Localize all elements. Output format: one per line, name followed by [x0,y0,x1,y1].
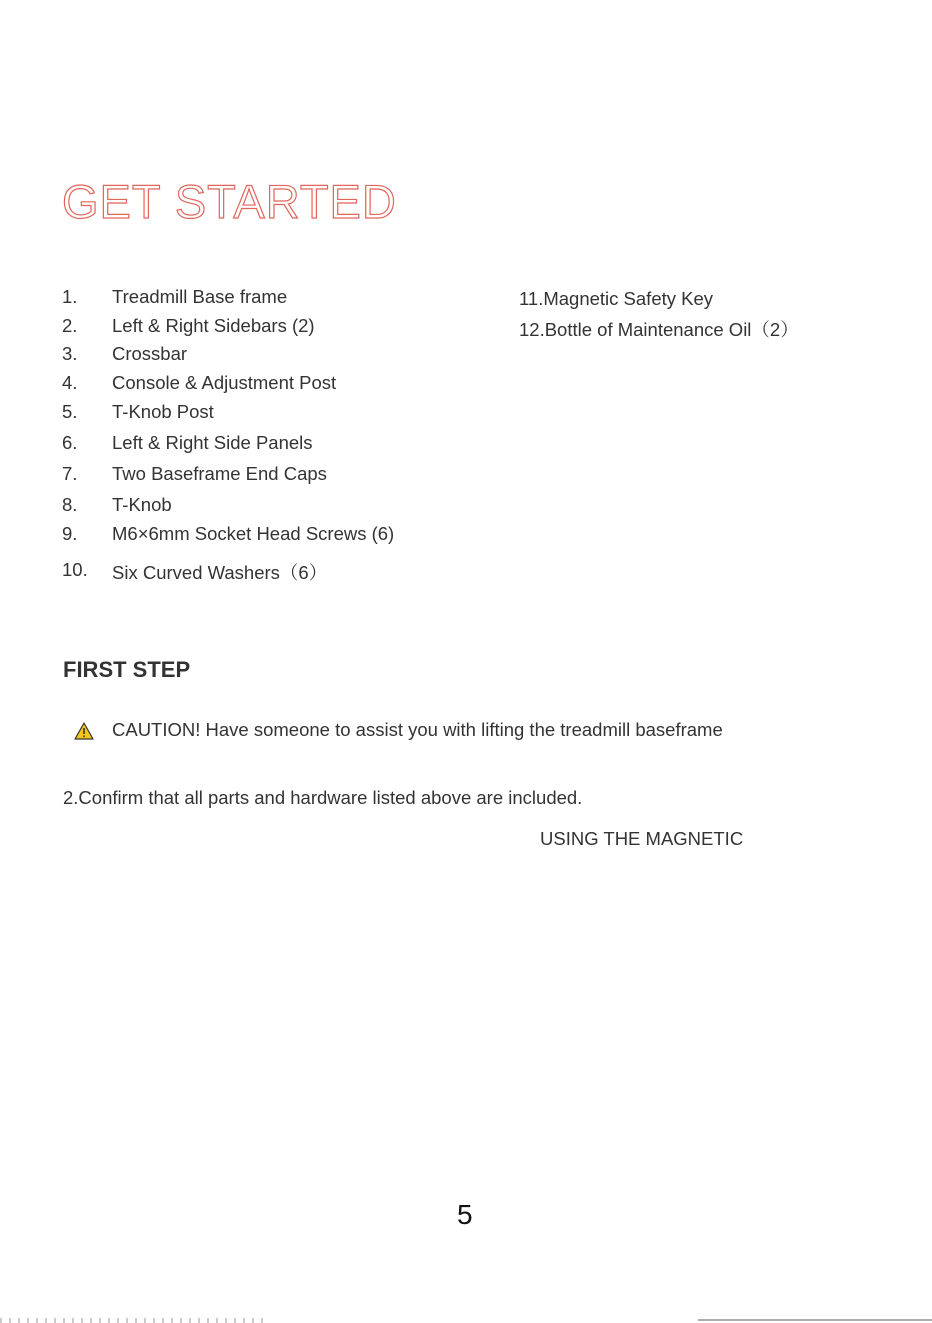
list-item-text: Crossbar [112,343,188,364]
list-item-text: Two Baseframe End Caps [112,463,327,484]
list-item-text: T-Knob Post [112,401,214,422]
list-item-number: 1. [62,286,78,307]
scan-edge-artifact [698,1319,932,1321]
list-item-text: Treadmill Base frame [112,286,288,307]
list-item-text: Left & Right Side Panels [112,432,313,453]
list-item-number: 6. [62,432,78,453]
page-title: GET STARTED [62,175,397,228]
list-item-number: 9. [62,523,78,544]
scan-edge-artifact [0,1318,270,1323]
page-number: 5 [457,1199,473,1230]
list-item-number: 3. [62,343,78,364]
list-item-number: 10. [62,559,88,580]
list-item-text: Six Curved Washers（6） [112,562,328,583]
list-item-text: 12.Bottle of Maintenance Oil（2） [519,319,799,340]
magnetic-key-subheading: USING THE MAGNETIC [540,828,744,849]
list-item-number: 2. [62,315,78,336]
list-item-text: M6×6mm Socket Head Screws (6) [112,523,395,544]
list-item-text: Console & Adjustment Post [112,372,337,393]
list-item-number: 4. [62,372,78,393]
list-item-number: 5. [62,401,78,422]
caution-text: CAUTION! Have someone to assist you with lifting the treadmill baseframe [112,719,723,740]
confirm-parts-text: 2.Confirm that all parts and hardware listed above are included. [63,787,583,808]
warning-triangle-icon [74,722,94,740]
first-step-heading: FIRST STEP [63,657,191,682]
list-item-text: 11.Magnetic Safety Key [519,288,714,309]
list-item-number: 7. [62,463,78,484]
list-item-text: Left & Right Sidebars (2) [112,315,315,336]
list-item-text: T-Knob [112,494,172,515]
list-item-number: 8. [62,494,78,515]
